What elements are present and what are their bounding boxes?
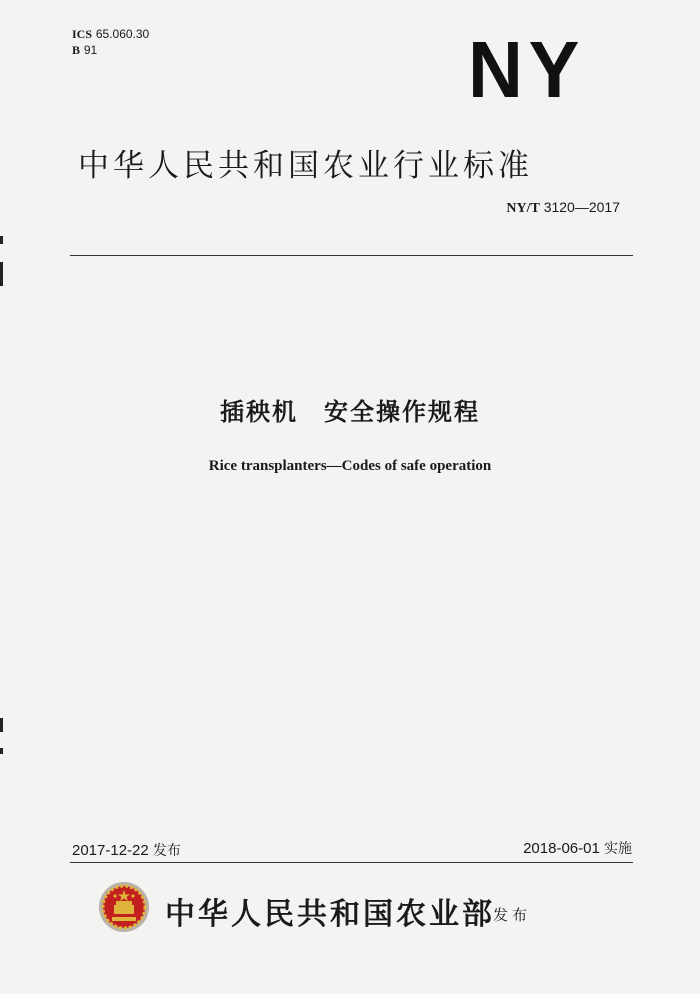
ics-label: ICS [72, 27, 93, 41]
issue-date [72, 840, 181, 860]
implementation-date [523, 838, 632, 858]
classification-codes [72, 26, 149, 58]
ccs-line [72, 42, 149, 58]
publisher-name: 中华人民共和国农业部 [165, 897, 495, 932]
implementation-date-label: 实施 [604, 841, 632, 857]
ics-value: 65.060.30 [95, 27, 150, 41]
scan-edge-mark [0, 718, 3, 732]
scan-edge-mark [0, 748, 3, 754]
standard-number-prefix: NY/T [506, 201, 540, 216]
standard-number [506, 199, 620, 217]
ccs-label: B [72, 43, 81, 57]
ics-line [72, 26, 149, 42]
ny-logo: NY [468, 25, 585, 114]
document-title-english: Rice transplanters—Codes of safe operation [208, 458, 492, 474]
scan-edge-mark [0, 236, 3, 244]
issue-date-label: 发布 [152, 843, 181, 859]
national-emblem-icon [98, 881, 150, 933]
top-divider [70, 255, 633, 256]
bottom-divider [70, 862, 633, 863]
standard-category-title: 中华人民共和国农业行业标准 [78, 148, 533, 184]
implementation-date-value: 2018-06-01 [523, 840, 600, 857]
publisher-action: 发布 [493, 906, 532, 924]
ccs-value: 91 [83, 43, 98, 57]
issue-date-value: 2017-12-22 [72, 842, 149, 859]
document-title-chinese: 插秧机 安全操作规程 [220, 398, 480, 426]
scan-edge-mark [0, 262, 3, 286]
standard-number-value: 3120—2017 [543, 199, 620, 215]
